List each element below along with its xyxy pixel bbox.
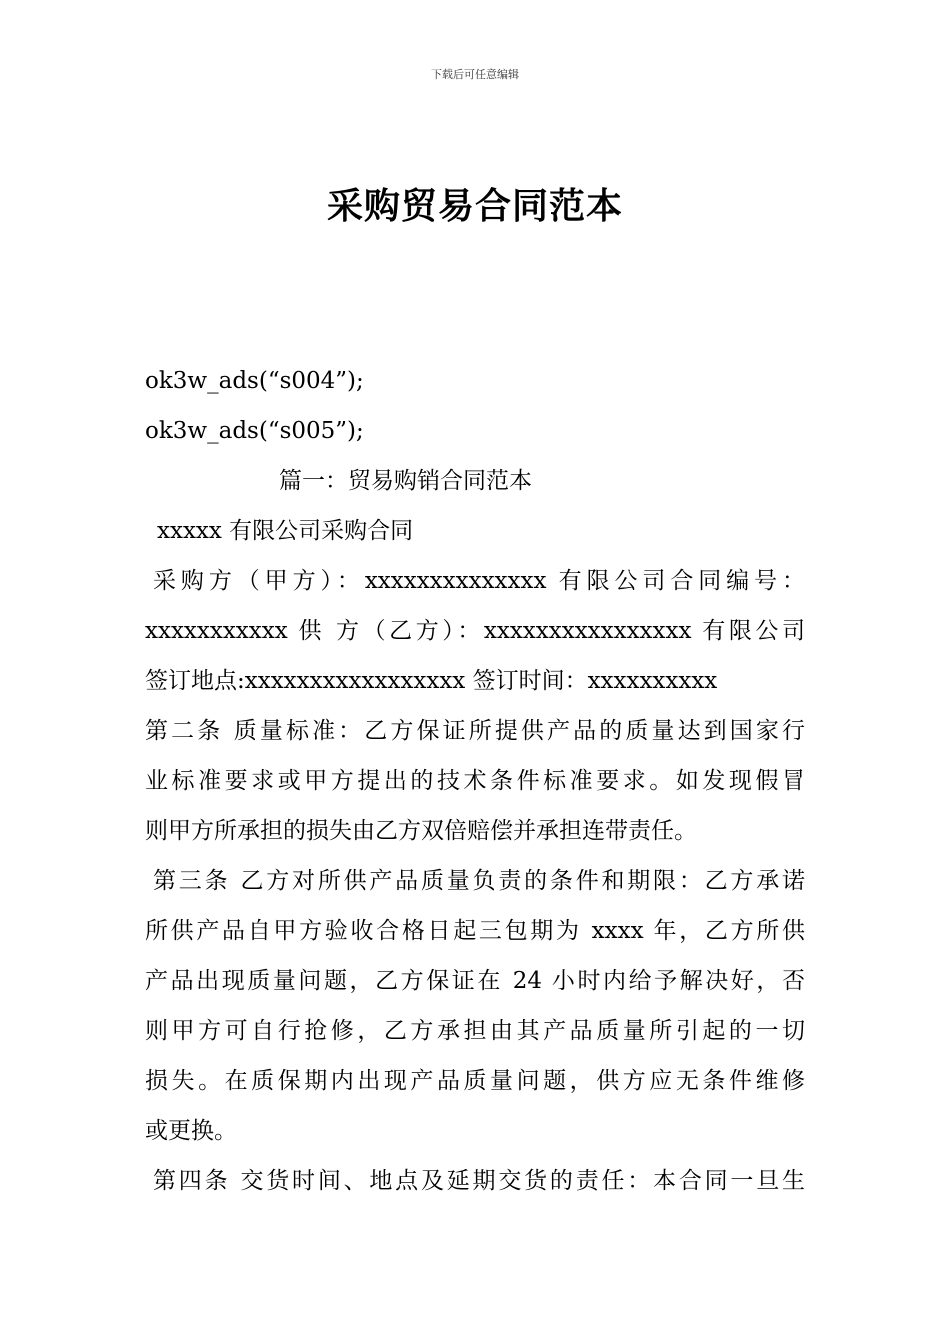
body-line-article4-1: 第四条 交货时间、地点及延期交货的责任：本合同一旦生: [153, 1168, 805, 1194]
body-line-article3-3: 产品出现质量问题，乙方保证在 24 小时内给予解决好，否: [145, 968, 805, 994]
body-line-article3-2: 所供产品自甲方验收合格日起三包期为 xxxx 年，乙方所供: [145, 918, 805, 944]
body-line-article3-4: 则甲方可自行抢修，乙方承担由其产品质量所引起的一切: [145, 1018, 805, 1044]
body-line-article3-5: 损失。在质保期内出现产品质量问题，供方应无条件维修: [145, 1068, 805, 1094]
body-line-article2-3: 则甲方所承担的损失由乙方双倍赔偿并承担连带责任。: [145, 818, 697, 844]
document-title: 采购贸易合同范本: [326, 185, 623, 227]
body-line-buyer: 采购方（甲方）：xxxxxxxxxxxxxx 有限公司合同编号：: [153, 568, 805, 594]
contract-heading: xxxxx 有限公司采购合同: [157, 518, 414, 544]
body-line-article3-1: 第三条 乙方对所供产品质量负责的条件和期限：乙方承诺: [153, 868, 805, 894]
body-line-signing: 签订地点:xxxxxxxxxxxxxxxxx 签订时间：xxxxxxxxxx: [145, 668, 718, 694]
section-heading: 篇一：贸易购销合同范本: [279, 468, 532, 494]
body-line-article3-6: 或更换。: [145, 1118, 237, 1144]
body-line-supplier: xxxxxxxxxxx 供 方（乙方）：xxxxxxxxxxxxxxxx 有限公司: [145, 618, 805, 644]
script-line-1: ok3w_ads(“s004”);: [145, 368, 364, 394]
body-line-article2-1: 第二条 质量标准：乙方保证所提供产品的质量达到国家行: [145, 718, 805, 744]
header-note: 下载后可任意编辑: [431, 68, 519, 81]
document-body: [145, 356, 805, 1206]
script-line-2: ok3w_ads(“s005”);: [145, 418, 364, 444]
body-line-article2-2: 业标准要求或甲方提出的技术条件标准要求。如发现假冒: [145, 768, 805, 794]
